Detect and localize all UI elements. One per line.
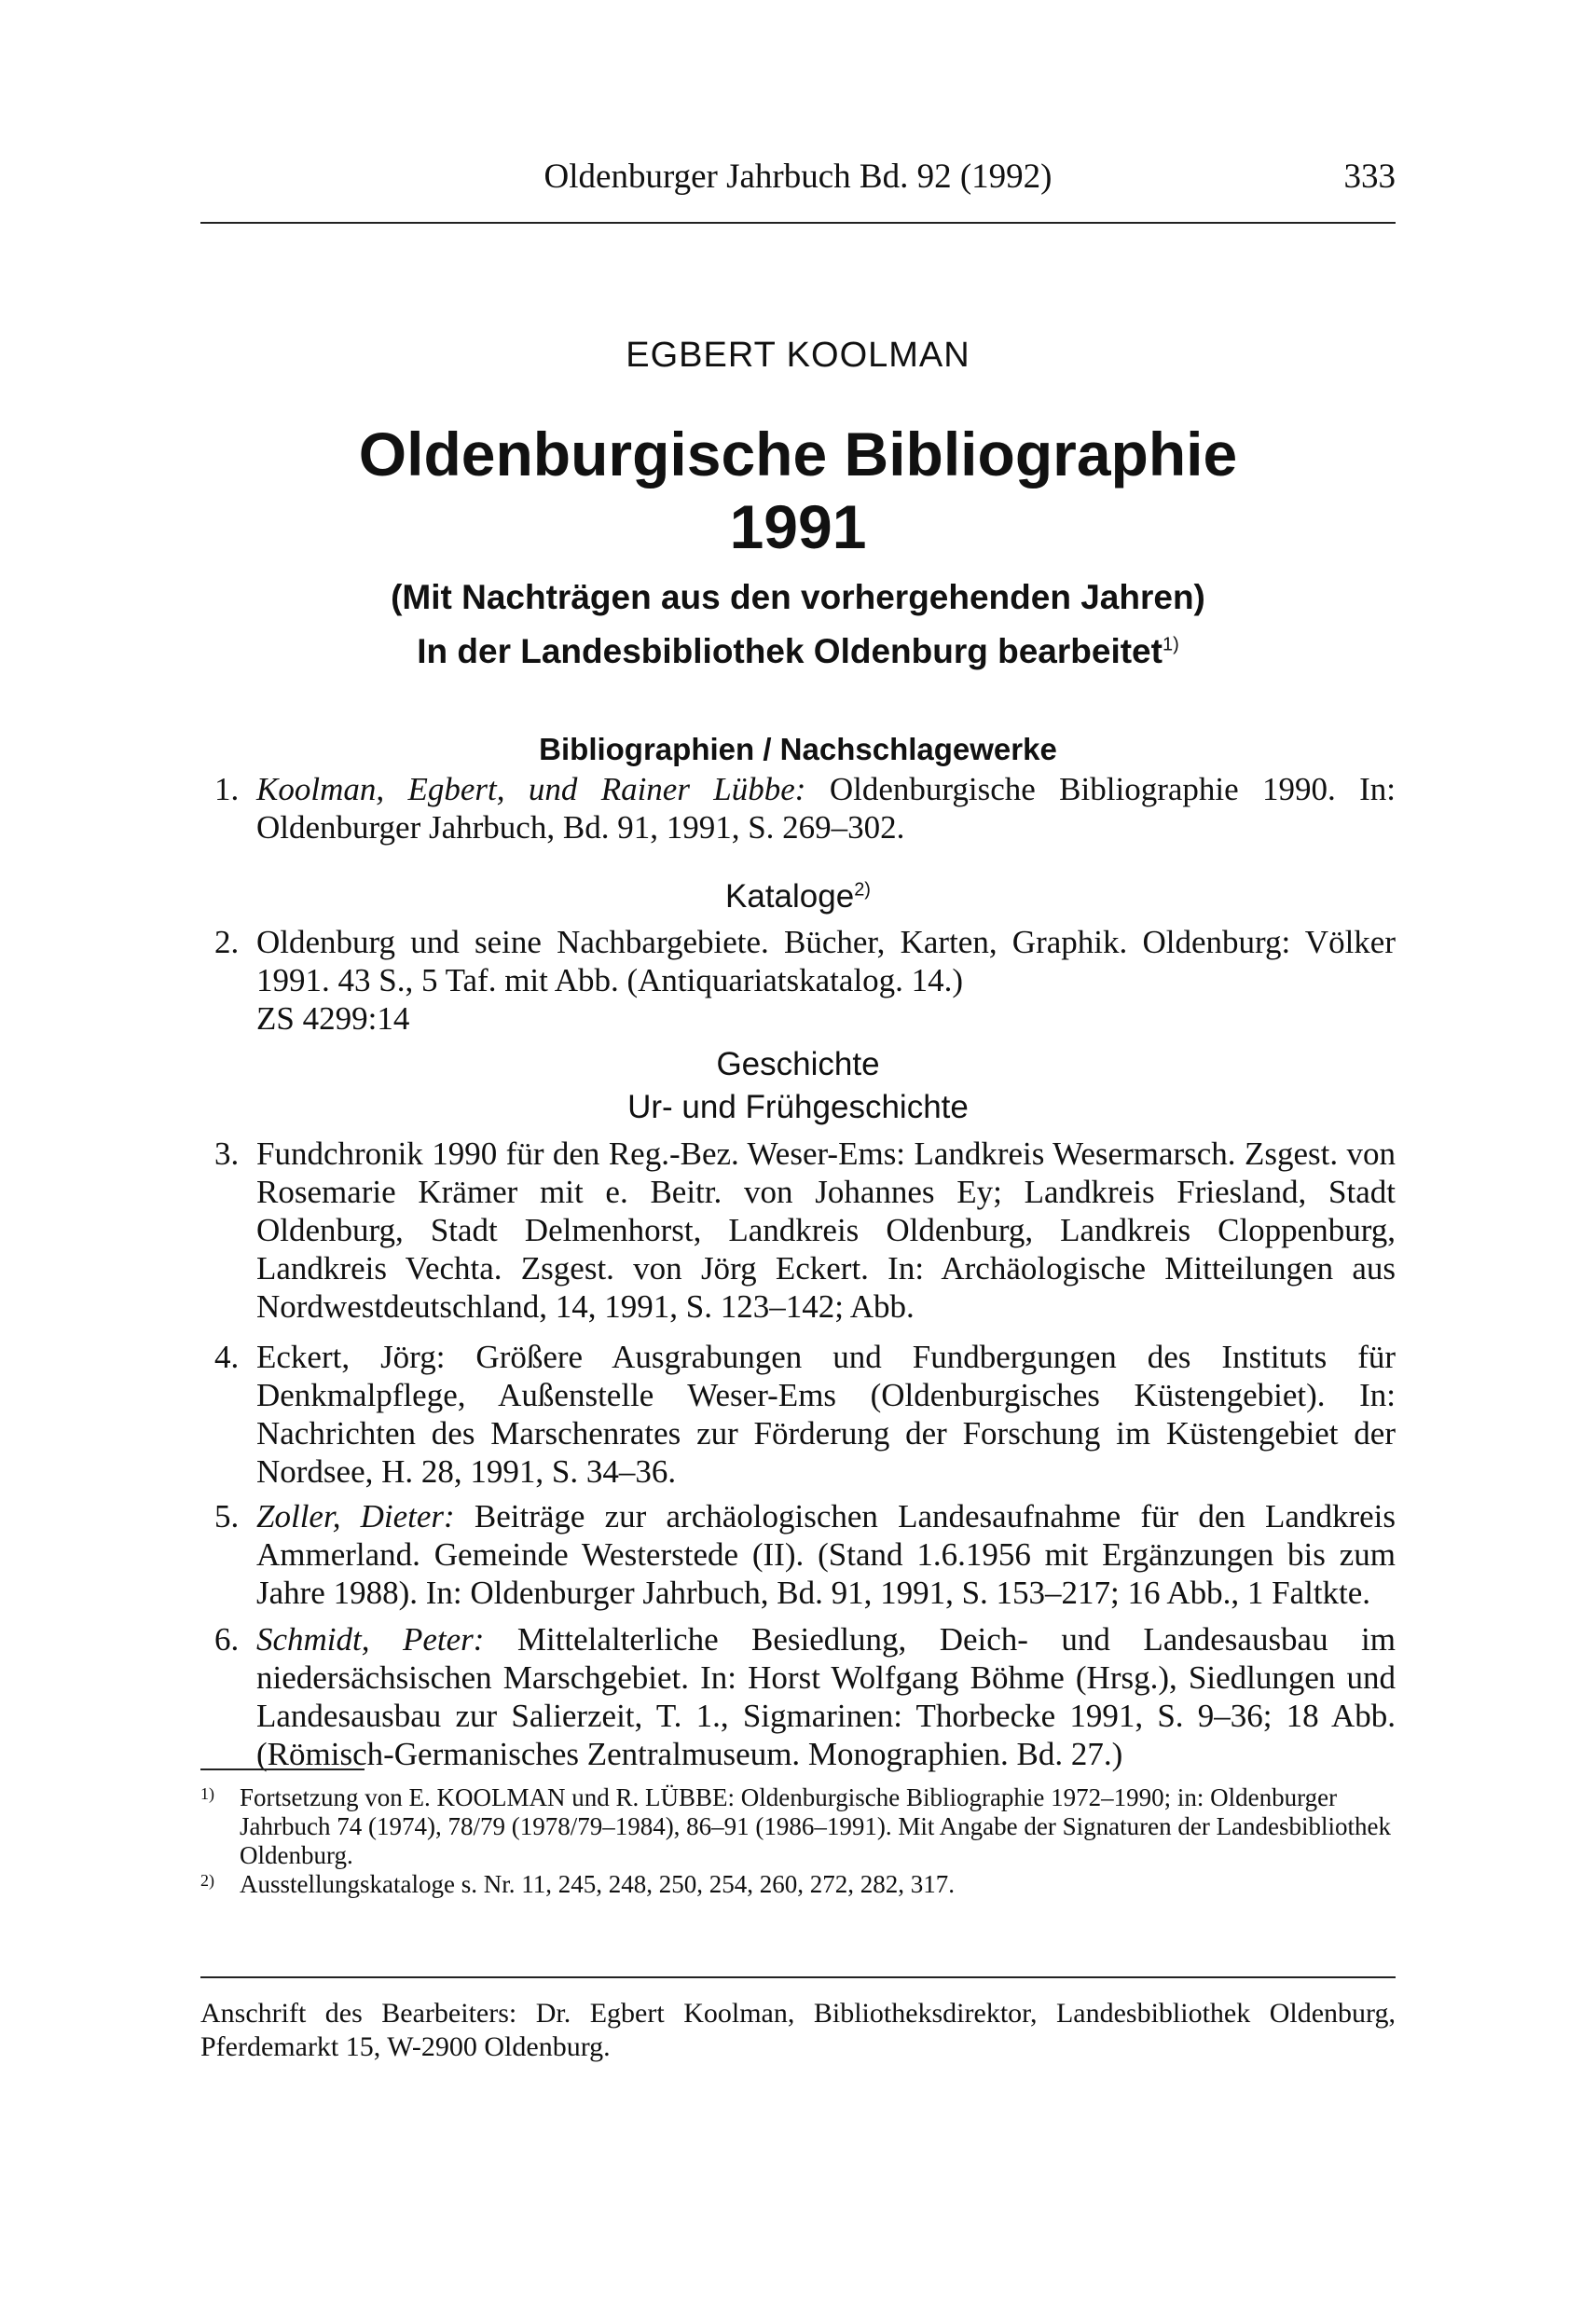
entry-text: Eckert, Jörg: Größere Ausgrabungen und Fundbergungen des Instituts für Denkmalpflege, Außenstelle Weser-Ems (Oldenburgisches Küstengebiet). In: Nachrichten des Marschenrates zur Förderung der Forschung im Küstengebiet der Nordsee, H. 28, 1991, S. 34–36. xyxy=(256,1339,1396,1490)
entry-number: 4. xyxy=(214,1339,240,1375)
footnote-2 xyxy=(200,1870,1396,1899)
bibliography-entry-2 xyxy=(200,923,1396,1038)
footnote-ref-2[interactable]: 2) xyxy=(854,879,871,901)
journal-title: Oldenburger Jahrbuch Bd. 92 (1992) xyxy=(543,158,1053,196)
entry-text: Mittelalterliche Besiedlung, Deich- und Landesausbau im niedersächsischen Marschgebiet. In: Horst Wolfgang Böhme (Hrsg.), Siedlungen und Landesausbau zur Salierzeit, T. 1., Sigmarinen: Thorbecke 1991, S. 9–36; 18 Abb. (Römisch-Germanisches Zentralmuseum. Monographien. Bd. 27.) xyxy=(256,1621,1396,1772)
subtitle-line2-text: In der Landesbibliothek Oldenburg bearbeitet xyxy=(417,632,1163,670)
footnote-mark: 1) xyxy=(200,1784,214,1803)
article-subtitle-line1: (Mit Nachträgen aus den vorhergehenden Jahren) xyxy=(391,578,1205,616)
entry-author: Schmidt, Peter: xyxy=(256,1621,485,1658)
bibliography-entry-1 xyxy=(200,770,1396,846)
footnote-rule xyxy=(200,1768,365,1770)
entry-text: Fundchronik 1990 für den Reg.-Bez. Weser-Ems: Landkreis Wesermarsch. Zsgest. von Rosemarie Krämer mit e. Beitr. von Johannes Ey; Landkreis Friesland, Stadt Oldenburg, Stadt Delmenhorst, Landkreis Oldenburg, Landkreis Cloppenburg, Landkreis Vechta. Zsgest. von Jörg Eckert. In: Archäologische Mitteilungen aus Nordwestdeutschland, 14, 1991, S. 123–142; Abb. xyxy=(256,1135,1396,1325)
footnote-text: Ausstellungskataloge s. Nr. 11, 245, 248, 250, 254, 260, 272, 282, 317. xyxy=(240,1870,955,1898)
footnote-text: Fortsetzung von E. KOOLMAN und R. LÜBBE: Oldenburgische Bibliographie 1972–1990; in: Oldenburger Jahrbuch 74 (1974), 78/79 (1978/79–1984), 86–91 (1986–1991). Mit Angabe der Signaturen der Landesbibliothek Oldenburg. xyxy=(240,1783,1392,1869)
section-heading-geschichte: Geschichte xyxy=(716,1046,880,1082)
article-subtitle-line2 xyxy=(200,625,1396,679)
entry-body xyxy=(256,923,1396,1038)
entry-number: 3. xyxy=(214,1135,240,1172)
article-title-line2: 1991 xyxy=(729,492,867,561)
editor-address: Anschrift des Bearbeiters: Dr. Egbert Koolman, Bibliotheksdirektor, Landesbibliothek Oldenburg, Pferdemarkt 15, W-2900 Oldenburg. xyxy=(200,1998,1396,2062)
entry-number: 1. xyxy=(214,771,240,807)
article-title-line1: Oldenburgische Bibliographie xyxy=(358,420,1238,489)
footnote-ref-1[interactable]: 1) xyxy=(1162,634,1179,655)
footnote-mark: 2) xyxy=(200,1871,214,1890)
bibliography-entry-5 xyxy=(200,1497,1396,1612)
section-heading-bibliographien: Bibliographien / Nachschlagewerke xyxy=(539,732,1057,766)
entry-body xyxy=(256,1620,1396,1773)
entry-number: 5. xyxy=(214,1498,240,1534)
section-heading-urgeschichte: Ur- und Frühgeschichte xyxy=(627,1089,969,1125)
entry-author: Zoller, Dieter: xyxy=(256,1498,455,1534)
article-subtitle xyxy=(200,571,1396,679)
footnote-1 xyxy=(200,1783,1396,1870)
entry-body xyxy=(256,1497,1396,1612)
entry-body xyxy=(256,1338,1396,1491)
entry-author: Koolman, Egbert, und Rainer Lübbe: xyxy=(256,771,806,807)
address-rule xyxy=(200,1976,1396,1978)
entry-text: Oldenburg und seine Nachbargebiete. Bücher, Karten, Graphik. Oldenburg: Völker 1991. 43 S., 5 Taf. mit Abb. (Antiquariatskatalog. 14.) xyxy=(256,924,1396,998)
entry-text: Beiträge zur archäologischen Landesaufnahme für den Landkreis Ammerland. Gemeinde Westerstede (II). (Stand 1.6.1956 mit Ergänzungen bis zum Jahre 1988). In: Oldenburger Jahrbuch, Bd. 91, 1991, S. 153–217; 16 Abb., 1 Faltkte. xyxy=(256,1498,1396,1611)
page-number: 333 xyxy=(1343,158,1396,196)
section-kataloge-label: Kataloge xyxy=(725,878,855,915)
section-heading-kataloge xyxy=(200,876,1396,917)
bibliography-entry-6 xyxy=(200,1620,1396,1773)
entry-body xyxy=(256,1135,1396,1326)
running-header xyxy=(200,157,1396,205)
entry-number: 6. xyxy=(214,1621,240,1658)
header-rule xyxy=(200,222,1396,224)
article-title xyxy=(200,418,1396,563)
bibliography-entry-3 xyxy=(200,1135,1396,1326)
entry-text: Oldenburgische Bibliographie 1990. In: Oldenburger Jahrbuch, Bd. 91, 1991, S. 269–302. xyxy=(256,771,1396,846)
bibliography-entry-4 xyxy=(200,1338,1396,1491)
article-author: EGBERT KOOLMAN xyxy=(626,336,970,375)
footnotes xyxy=(200,1783,1396,1899)
entry-body xyxy=(256,770,1396,846)
entry-number: 2. xyxy=(214,924,240,960)
entry-signature: ZS 4299:14 xyxy=(256,1000,410,1037)
